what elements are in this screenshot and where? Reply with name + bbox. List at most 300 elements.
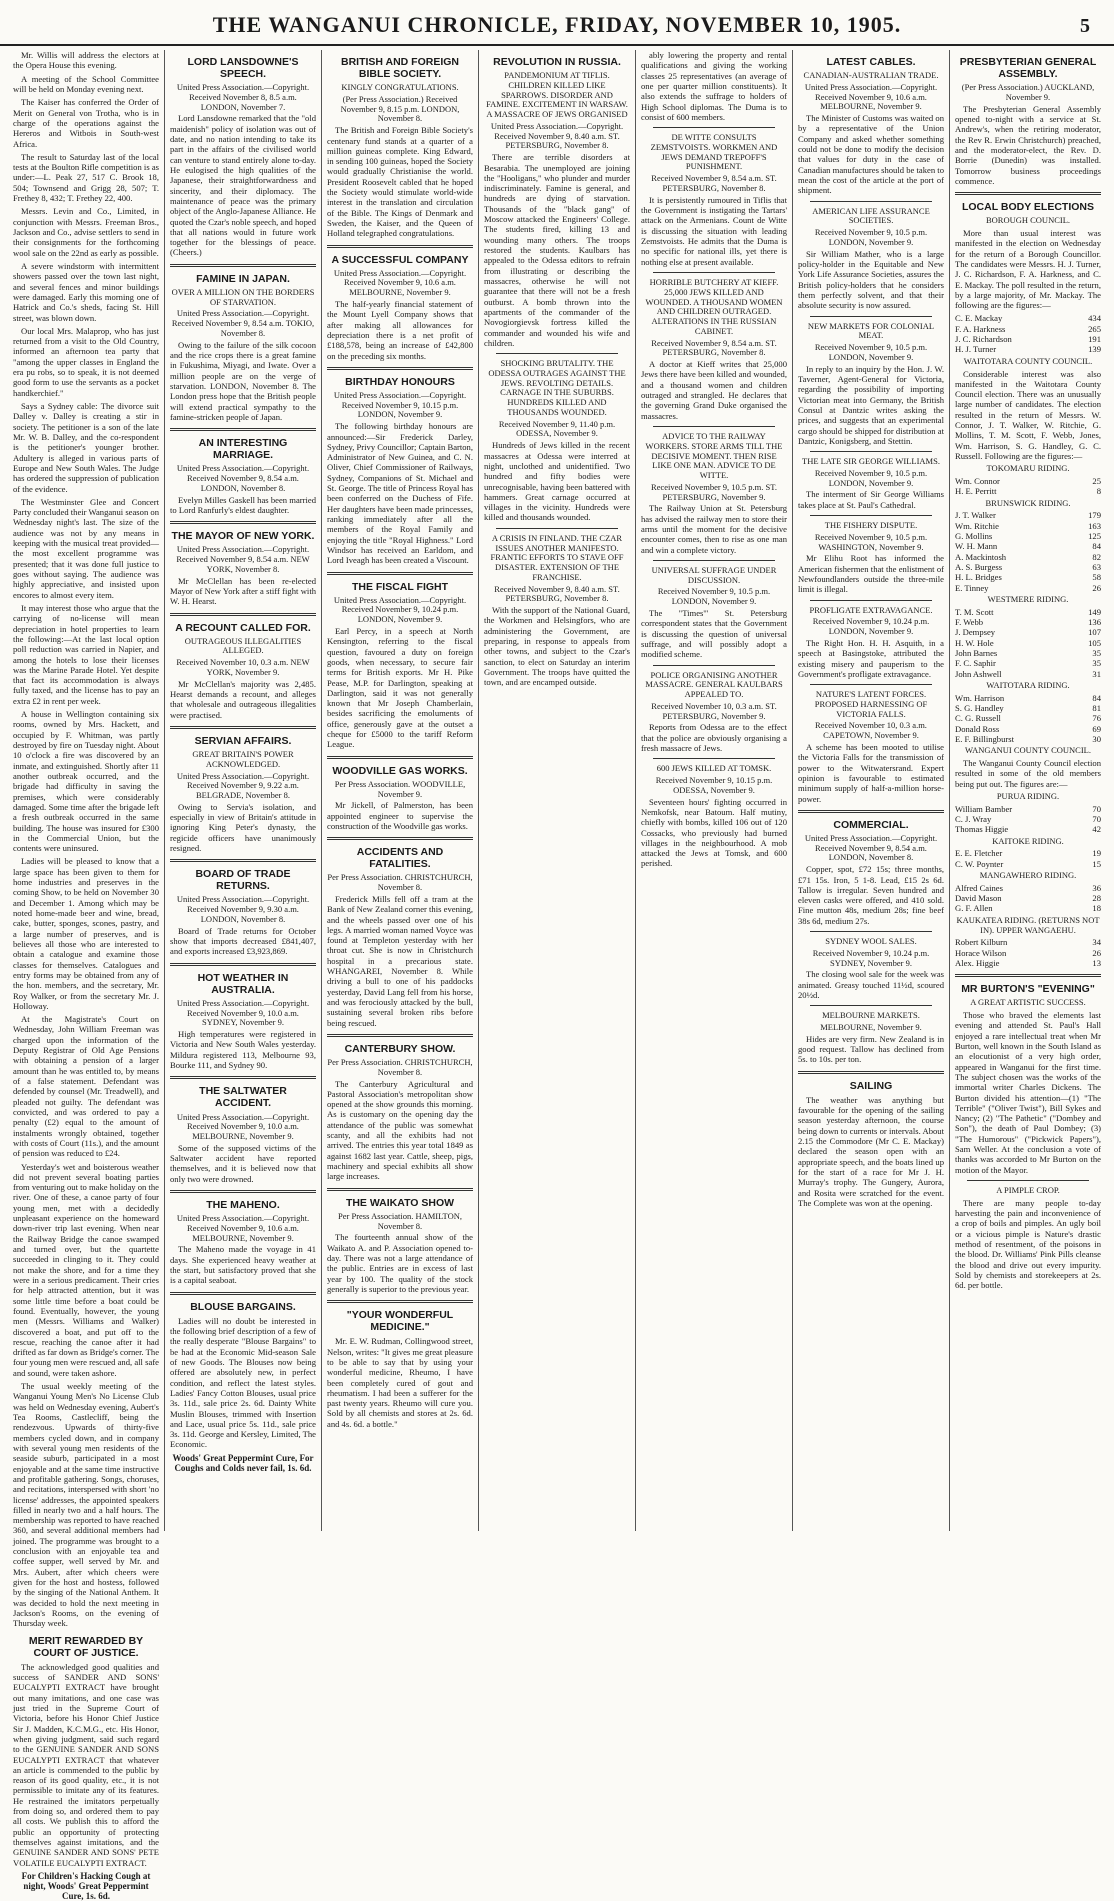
news-paragraph: It may interest those who argue that the carrying of no-license will mean depreciation in hotel properties to learn the following:—At the last local option poll reduction was carried in Napier, and among the hotels to lose their licenses was the Marine Parade Hotel. Yet despite that fact its accommodation is always fully taxed, and the license has to pay an extra £2 in rent per week.	[13, 602, 159, 706]
vote-count: 84	[1092, 541, 1101, 552]
poll-row	[955, 476, 1101, 486]
poll-row	[955, 344, 1101, 354]
candidate-name: F. A. Harkness	[955, 323, 1006, 334]
poll-row	[955, 648, 1101, 658]
section-subheading: WANGANUI COUNTY COUNCIL.	[965, 745, 1091, 756]
section-text: The half-yearly financial statement of the Mount Lyell Company shows that after making all allowances for depreciation there is a net profit of £188,578, being an increase of £42,800 on the preceding six months.	[327, 298, 473, 361]
section-divider	[798, 1071, 944, 1074]
section-subheading: ADVICE TO THE RAILWAY WORKERS. STORE ARMS TILL THE DECISIVE MOMENT. THEN RISE LIKE ONE MAN. ADVICE TO DE WITTE.	[645, 430, 783, 481]
section-rule	[496, 528, 618, 529]
candidate-name: J. T. Walker	[955, 510, 996, 521]
section-divider	[170, 1190, 316, 1193]
news-paragraph: Mr. Willis will address the electors at the Opera House this evening.	[13, 50, 159, 71]
vote-count: 31	[1092, 668, 1101, 679]
poll-row	[955, 669, 1101, 679]
section-subheading: MELBOURNE MARKETS.	[822, 1010, 920, 1021]
section-heading: BLOUSE BARGAINS.	[190, 1300, 296, 1313]
candidate-name: G. Mollins	[955, 531, 993, 542]
section-divider	[955, 192, 1101, 195]
section-subheading: OUTRAGEOUS ILLEGALITIES ALLEGED.	[184, 635, 302, 656]
section-text: Hundreds of Jews killed in the recent massacres at Odessa were interred at night, unclothed and unidentified. Two hundred and fifty bodies were unrecognisable, having been battered with hammers. Great carnage occurred at villages in the vicinity. Hundreds were killed and thousands wounded.	[484, 440, 630, 523]
section-rule	[810, 515, 932, 516]
section-subheading: CANADIAN-AUSTRALIAN TRADE.	[803, 70, 939, 81]
section-heading: BOARD OF TRADE RETURNS.	[195, 868, 291, 893]
poll-row	[955, 531, 1101, 541]
vote-count: 84	[1092, 692, 1101, 703]
candidate-name: S. G. Handley	[955, 703, 1004, 713]
candidate-name: F. Webb	[955, 617, 984, 628]
section-heading: LORD LANSDOWNE'S SPEECH.	[187, 56, 299, 81]
section-divider	[327, 572, 473, 575]
candidate-name: Alfred Caines	[955, 882, 1003, 893]
section-heading: A SUCCESSFUL COMPANY	[331, 253, 469, 266]
riding-heading: WAITOTARA RIDING.	[986, 679, 1070, 690]
section-text: There are terrible disorders at Besarabia. The unemployed are joining the "Hooligans," who plunder and murder indiscriminately. Famine is general, and hundreds are dying of starvation. Thousands of the "black gang" of Moscow attacked the Engineers' College. The students fired, killing 13 and wounding many others. The troops restored the students. Kaulbars has appealed to the Odessa editors to refrain from illustrating or describing the massacres, otherwise he will not guarantee that there will not be a fresh outburst. A bomb thrown into the apartments of the commander of the Novogiorgievsk fortress killed the commander and wounded his wife and children.	[484, 152, 630, 348]
section-dateline: Received November 9, 8.54 a.m. ST. PETERSBURG, November 8.	[651, 337, 777, 358]
vote-count: 107	[1088, 627, 1101, 638]
vote-count: 58	[1092, 572, 1101, 583]
section-subheading: SHOCKING BRUTALITY. THE ODESSA OUTRAGES AGAINST THE JEWS. REVOLTING DETAILS. CARNAGE IN THE SUBURBS. HUNDREDS KILLED AND THOUSANDS WOUNDED.	[488, 358, 626, 417]
section-text: Mr Jickell, of Palmerston, has been appointed engineer to supervise the construction of the Woodville gas works.	[327, 800, 473, 831]
section-dateline: United Press Association.—Copyright. Received November 9, 8.54 a.m. TOKIO, November 8.	[171, 308, 315, 338]
section-subheading: PANDEMONIUM AT TIFLIS. CHILDREN KILLED LIKE SPARROWS. DISORDER AND FAMINE. EXCITEMENT IN WARSAW. A MASSACRE OF JEWS ORGANISED	[486, 70, 628, 120]
section-text: The fourteenth annual show of the Waikato A. and P. Association opened to-day. There was not a large attendance of the public. Entries are in excess of last year by 100. The quality of the stock generally is superior to the previous year.	[327, 1232, 473, 1294]
poll-row	[955, 948, 1101, 958]
section-text: The Maheno made the voyage in 41 days. She experienced heavy weather at the start, but satisfactory proved that she is a capital seaboat.	[170, 1244, 316, 1286]
section-text: Copper, spot, £72 15s; three months, £71 15s. Iron, 5 1-8. Lead, £15 2s 6d. Tallow is irregular. Seven hundred and eleven casks were offered, and 410 sold. Fine mutton 48s, medium 28s; fine beef 38s 6d, medium 27s.	[798, 864, 944, 926]
section-rule	[496, 353, 618, 354]
vote-count: 149	[1088, 606, 1101, 617]
section-text: Some of the supposed victims of the Saltwater accident have reported themselves, and it is believed now that only two were drowned.	[170, 1142, 316, 1184]
section-divider	[170, 859, 316, 862]
poll-row	[955, 562, 1101, 572]
poll-row	[955, 541, 1101, 551]
candidate-name: H. E. Perritt	[955, 486, 997, 497]
poll-row	[955, 572, 1101, 582]
section-text: The British and Foreign Bible Society's centenary fund stands at a quarter of a million guineas complete. King Edward, in sending 100 guineas, hoped the Society would gradually Christianise the world. President Roosevelt cabled that he hoped the Society would stimulate world-wide interest in the translation and circulation of the Bible. The Kings of Denmark and Sweden, the Kaiser, and the Queen of Holland telegraphed congratulations.	[327, 125, 473, 239]
section-text: Evelyn Milles Gaskell has been married to Lord Ranfurly's eldest daughter.	[170, 494, 316, 515]
section-dateline: Received November 9, 10.15 p.m. ODESSA, November 9.	[655, 775, 773, 795]
candidate-name: H. L. Bridges	[955, 572, 1002, 583]
section-text: Owing to Servia's isolation, and especially in view of Britain's attitude in ignoring King Peter's dynasty, the regicide officers have unanimously resigned.	[170, 801, 316, 854]
section-subheading: WAITOTARA COUNTY COUNCIL.	[963, 355, 1093, 366]
poll-row	[955, 583, 1101, 593]
candidate-name: W. H. Mann	[955, 541, 998, 552]
section-heading: SAILING	[849, 1079, 893, 1092]
candidate-name: Wm. Harrison	[955, 692, 1005, 703]
section-rule	[810, 201, 932, 202]
section-divider	[170, 613, 316, 616]
section-heading: THE SALTWATER ACCIDENT.	[199, 1085, 287, 1110]
candidate-name: J. Dempsey	[955, 627, 996, 638]
section-text: The Right Hon. H. H. Asquith, in a speech at Basingstoke, attributed the existing misery and pauperism to the Government's profligate extravagance.	[798, 637, 944, 679]
section-dateline: Received November 9, 10.5 p.m. LONDON, November 9.	[657, 586, 771, 607]
section-divider	[170, 264, 316, 267]
section-text: The interment of Sir George Williams takes place at St. Paul's Cathedral.	[798, 489, 944, 510]
poll-row	[955, 638, 1101, 648]
section-text: The Wanganui County Council election resulted in some of the old members being put out. The figures are:—	[955, 758, 1101, 789]
section-divider	[327, 837, 473, 840]
candidate-name: Horace Wilson	[955, 947, 1007, 958]
poll-row	[955, 658, 1101, 668]
vote-count: 265	[1088, 323, 1101, 334]
news-paragraph: A house in Wellington containing six rooms, owned by Mrs. Hackett, and occupied by F. Whitman, was partly destroyed by fire on Tuesday night. About 10 o'clock a fire was discovered by an inmate, and extinguished. Shortly after 11 another outbreak occurred, and the brigade had difficulty in saving the premises, which were considerably damaged. Some time after the brigade left a fresh outbreak occurred in the same building. The house was insured for £300 in the Commercial Union, but the contents were uninsured.	[13, 709, 159, 854]
news-paragraph: The result to Saturday last of the local tests at the Boulton Rifle competition is as under:—L. Peak 27, 517 C. Brook 18, 504; Townsend and Grigg 28, 507; T. Frethey 8, 432; T. Frethey 22, 400.	[13, 151, 159, 204]
section-heading: AN INTERESTING MARRIAGE.	[198, 437, 288, 462]
candidate-name: C. J. Wray	[955, 814, 992, 825]
vote-count: 13	[1092, 957, 1101, 968]
section-text: Owing to the failure of the silk cocoon and the rice crops there is a great famine in Fukushima, Miyagi, and Iwate. Over a million people are on the verge of starvation. LONDON, November 8. The London press hope that the British people will extend practical sympathy to the famine-stricken people of Japan.	[170, 339, 316, 422]
section-heading: THE WAIKATO SHOW	[345, 1196, 455, 1209]
section-text: The closing wool sale for the week was animated. Greasy touched 11½d, scoured 20½d.	[798, 969, 944, 1000]
news-paragraph: At the Magistrate's Court on Wednesday, John William Freeman was charged upon the information of the Deputy Registrar of Old Age Pensions with obtaining a pension of a larger amount than he was entitled to, by means of a false statement. Defendant was defended by counsel (Mr. Treadwell), and pleaded not guilty. The defendant was convicted, and was ordered to pay a penalty (£2) equal to the amount of instalments wrongly obtained, together with costs of Court (11s.), and the amount of pension was reduced to £24.	[13, 1014, 159, 1159]
poll-row	[955, 814, 1101, 824]
section-dateline: United Press Association.—Copyright. Received November 9, 10.0 a.m. MELBOURNE, November 9.	[176, 1111, 310, 1142]
section-text: Lord Lansdowne remarked that the "old maidenish" policy of isolation was out of date, and no nation intending to take its part in the affairs of the civilised world can venture to stand entirely alone to-day. He eulogised the high qualities of the Japanese, their straightforwardness and sincerity, and their diplomacy. The maintenance of peace was the primary object of the Anglo-Japanese Alliance. He quoted the Czar's noble speech, and hoped that all nations would in future work together for the blessings of peace. (Cheers.)	[170, 113, 316, 258]
section-divider	[327, 756, 473, 759]
vote-count: 19	[1092, 848, 1101, 859]
section-dateline: Received November 9, 8.54 a.m. ST. PETERSBURG, November 8.	[651, 173, 777, 194]
news-paragraph: Says a Sydney cable: The divorce suit Dalley v. Dalley is creating a stir in society. The petitioner is a son of the late Mr. W. B. Dalley, and the co-respondent is the petitioner's younger brother. Adultery is alleged in various parts of Europe and New South Wales. The Judge has ordered the suppression of publication of the evidence.	[13, 401, 159, 494]
section-dateline: Per Press Association. CHRISTCHURCH, November 8.	[327, 872, 473, 893]
candidate-name: G. F. Allen	[955, 903, 993, 914]
poll-row	[955, 713, 1101, 723]
column-5	[636, 50, 793, 1531]
candidate-name: William Bamber	[955, 803, 1013, 814]
section-dateline: (Per Press Association.) AUCKLAND, November 9.	[961, 82, 1095, 102]
poll-row	[955, 607, 1101, 617]
poll-row	[955, 958, 1101, 968]
section-rule	[810, 600, 932, 601]
section-heading: SERVIAN AFFAIRS.	[194, 734, 292, 747]
candidate-name: E. F. Billingburst	[955, 733, 1014, 744]
section-dateline: United Press Association.—Copyright. Received November 8, 8.5 a.m. LONDON, November 7.	[176, 82, 310, 112]
advertisement: For Children's Hacking Cough at night, Woods' Great Peppermint Cure, 1s. 6d.	[21, 1870, 151, 1901]
section-heading: LOCAL BODY ELECTIONS	[961, 201, 1095, 214]
section-heading: THE MAYOR OF NEW YORK.	[171, 530, 315, 543]
section-dateline: Received November 9, 10.5 p.m. ST. PETERSBURG, November 9.	[651, 481, 777, 502]
section-rule	[967, 1180, 1089, 1181]
section-heading: CANTERBURY SHOW.	[344, 1042, 456, 1055]
section-text: Considerable interest was also manifested in the Waitotara County Council election. There was an unusually large number of candidates. The election resulted in the return of Messrs. W. Connor, J. T. Walker, W. Ritchie, G. Mollins, T. M. Scott, F. Webb, Jones, Wm. Harrison, S. G. Handley, G. C. Russell. Following are the figures:—	[955, 368, 1101, 461]
section-dateline: United Press Association.—Copyright. Received November 9, 10.6 a.m. MELBOURNE, November 9.	[333, 267, 467, 298]
section-text: Sir William Mather, who is a large policy-holder in the Equitable and New York Life Assurance Societies, assures the British policy-holders that he considers them perfectly solvent, and that their absolute security is now assured.	[798, 248, 944, 311]
section-text: With the support of the National Guard, the Workmen and Helsingfors, who are administering the Government, are preparing, in response to appeals from other towns, and subject to the Czar's sanction, to elect on Saturday an interim Government. The troops have quitted the town, and are encamped outside.	[484, 605, 630, 688]
column-1	[8, 50, 165, 1901]
section-divider	[955, 974, 1101, 977]
poll-row	[955, 693, 1101, 703]
riding-heading: MANGAWHERO RIDING.	[979, 870, 1077, 881]
candidate-name: E. E. Fletcher	[955, 848, 1003, 859]
advertisement: Woods' Great Peppermint Cure, For Coughs and Colds never fail, 1s. 6d.	[172, 1452, 314, 1473]
section-subheading: NEW MARKETS FOR COLONIAL MEAT.	[807, 320, 935, 341]
section-text: Reports from Odessa are to the effect that the police are obviously organising a fresh massacre of Jews.	[641, 722, 787, 753]
columns	[8, 50, 1106, 1901]
candidate-name: Robert Kilburn	[955, 937, 1008, 948]
section-rule	[810, 316, 932, 317]
poll-row	[955, 734, 1101, 744]
section-heading: MERIT REWARDED BY COURT OF JUSTICE.	[28, 1634, 144, 1659]
vote-count: 35	[1092, 647, 1101, 658]
section-text: ably lowering the property and rental qualifications and giving the working classes 25 representatives (an average of one per quarter million constituents). It also extends the suffrage to holders of High School diplomas. The Duma is to consist of 600 members.	[641, 50, 787, 122]
candidate-name: John Barnes	[955, 647, 998, 658]
vote-count: 28	[1092, 893, 1101, 904]
section-dateline: Received November 9, 10.5 p.m. WASHINGTON, November 9.	[814, 531, 928, 552]
vote-count: 76	[1092, 713, 1101, 724]
poll-row	[955, 703, 1101, 713]
section-dateline: Received November 9, 11.40 p.m. ODESSA, November 9.	[498, 418, 616, 439]
section-text: It is persistently rumoured in Tiflis that the Government is instigating the Tartars' attack on the Armenians. Count de Witte is discussing the situation with leading Zemstvoists. He admits that the Duma is no specific for national ills, yet there is nothing else at present available.	[641, 194, 787, 267]
poll-row	[955, 903, 1101, 913]
riding-heading: TOKOMARU RIDING.	[986, 463, 1070, 474]
section-dateline: Received November 9, 10.24 p.m. LONDON, November 9.	[812, 616, 930, 637]
section-text: The Presbyterian General Assembly opened to-night with a service at St. Andrew's, when the retiring moderator, the Rev R. Erwin Christchurch) preached, and the moderator-elect, the Rev. D. Borrie (Dunedin) was installed. Tomorrow business proceedings commence.	[955, 103, 1101, 186]
section-dateline: Received November 9, 10.5 p.m. LONDON, November 9.	[814, 342, 928, 362]
section-subheading: POLICE ORGANISING ANOTHER MASSACRE. GENERAL KAULBARS APPEALED TO.	[645, 669, 783, 700]
section-rule	[810, 931, 932, 932]
candidate-name: F. C. Saphir	[955, 658, 996, 669]
vote-count: 15	[1092, 858, 1101, 869]
section-text: Those who braved the elements last evening and attended St. Paul's Hall enjoyed a rare intellectual treat when Mr Burton, well known in the South Island as an elocutionist of a very high order, appeared in Wanganui for the first time. The subject chosen was the works of the immortal writer Charles Dickens. The Burton divided his attention—(1) "The Terrible" ("Oliver Twist"), Bill Sykes and Nancy; (2) "The Pathetic" ("Dombey and Son"), the death of Paul Dombey; (3) "The Humorous" ("Pickwick Papers"), Sam Weller. At the conclusion a vote of thanks was accorded to Mr Burton on the motion of the Mayor.	[955, 1010, 1101, 1175]
section-divider	[327, 1300, 473, 1303]
column-7	[950, 50, 1106, 1531]
section-rule	[653, 560, 775, 561]
section-dateline: Received November 9, 8.40 a.m. ST. PETERSBURG, November 8.	[494, 583, 620, 604]
section-divider	[170, 726, 316, 729]
section-rule	[810, 1005, 932, 1006]
section-subheading: SYDNEY WOOL SALES.	[825, 936, 917, 947]
section-rule	[810, 684, 932, 685]
section-rule	[653, 127, 775, 128]
section-heading: A RECOUNT CALLED FOR.	[175, 621, 311, 634]
section-subheading: OVER A MILLION ON THE BORDERS OF STARVATION.	[171, 286, 315, 307]
poll-row	[955, 824, 1101, 834]
candidate-name: Thomas Higgie	[955, 824, 1009, 835]
vote-count: 36	[1092, 882, 1101, 893]
poll-row	[955, 883, 1101, 893]
section-dateline: United Press Association.—Copyright. Received November 9, 8.54 a.m. LONDON, November 8.	[804, 832, 938, 863]
section-text: High temperatures were registered in Victoria and New South Wales yesterday. Mildura registered 113, Melbourne 93, Bourke 111, and Sydney 90.	[170, 1029, 316, 1071]
news-paragraph: The usual weekly meeting of the Wanganui Young Men's No License Club was held on Wednesday evening, Aubert's Tea Rooms, Castlecliff, being the rendezvous. Upwards of thirty-five members cycled down, and in company with several young men residents of the seaside suburb, participated in a most enjoyable and at the same time instructive and profitable gathering. Songs, choruses, and recitations, interspersed with short 'no license' addresses, the appointed speakers filled in nearly two and a half hours. The membership was reported to have reached 360, and several additional members had joined. The programme was brought to a conclusion with an enjoyable tea and coffee supper, well served by Mr. and Mrs. Aubert, after which cheers were given for the host and hostess, followed by the singing of the National Anthem. It was decided to hold the next meeting in Jackson's Rooms, on the evening of Thursday week.	[13, 1381, 159, 1629]
section-rule	[653, 272, 775, 273]
section-subheading: DE WITTE CONSULTS ZEMSTVOISTS. WORKMEN AND JEWS DEMAND TREPOFF'S PUNISHMENT.	[650, 132, 778, 172]
section-heading: BIRTHDAY HONOURS	[345, 375, 455, 388]
section-dateline: United Press Association.—Copyright. Received November 9, 8.40 a.m. ST. PETERSBURG, November 8.	[490, 120, 624, 151]
section-text: Hides are very firm. New Zealand is in good request. Tallow has declined from 5s. to 10s. per ton.	[798, 1033, 944, 1065]
vote-count: 18	[1092, 903, 1101, 914]
riding-heading: KAITOKE RIDING.	[992, 835, 1064, 846]
poll-row	[955, 313, 1101, 323]
section-heading: "YOUR WONDERFUL MEDICINE."	[346, 1309, 454, 1334]
section-text: More than usual interest was manifested in the election on Wednesday for the return of a Borough Councillor. The candidates were Messrs. H. J. Turner, J. C. Richardson, F. A. Harkness, and C. E. Mackay. The poll resulted in the return, by a large majority, of Mr. Mackay. The following are the figures:—	[955, 227, 1101, 311]
poll-row	[955, 724, 1101, 734]
section-dateline: United Press Association.—Copyright. Received November 9, 10.24 p.m. LONDON, November 9.	[333, 594, 467, 625]
section-text: The Canterbury Agricultural and Pastoral Association's metropolitan show opened at the show grounds this morning. As is customary on the opening day the attendance of the public was somewhat scanty, and all the exhibits had not arrived. The entries this year total 1849 as against 1682 last year. Cattle, sheep, pigs, machinery and special exhibits all show large increases.	[327, 1078, 473, 1182]
news-paragraph: Messrs. Levin and Co., Limited, in conjunction with Messrs. Freeman Bros., Jackson and Co., advise settlers to send in their consignments for the forthcoming wool sale on the 22nd as early as possible.	[13, 206, 159, 258]
news-paragraph: Ladies will be pleased to know that a large space has been given to them for home industries and preserves in the coming Show, to be held on November 30 and December 1. Among which may be noted home-made beer and wine, bread, cake, butter, sponges, scones, pastry, and a large number of preserves, and is believes all those who are interested to obtain a catalogue and examine those classes for themselves. Catalogues and entry forms may be obtained from any of the hon. members, and the secretary, Mr. Roy Walker, or from the secretary Mr. J. Holloway.	[13, 856, 159, 1011]
section-dateline: Received November 10, 0.3 a.m. CAPETOWN, November 9.	[815, 720, 927, 741]
section-heading: FAMINE IN JAPAN.	[196, 272, 290, 285]
poll-row	[955, 617, 1101, 627]
news-paragraph: Our local Mrs. Malaprop, who has just returned from a visit to the Old Country, informed an afternoon tea party that "among the upper classes in England the era pu robs, so to speak, it is not deemed good form to use the servants as a pocket handkerchief."	[13, 325, 159, 398]
section-divider	[327, 367, 473, 370]
section-rule	[653, 426, 775, 427]
section-subheading: AMERICAN LIFE ASSURANCE SOCIETIES.	[812, 205, 930, 226]
candidate-name: C. W. Poynter	[955, 858, 1004, 869]
section-subheading: 600 JEWS KILLED AT TOMSK.	[656, 763, 772, 774]
riding-heading: BRUNSWICK RIDING.	[985, 497, 1071, 508]
section-divider	[170, 521, 316, 524]
poll-row	[955, 324, 1101, 334]
section-subheading: A PIMPLE CROP.	[996, 1185, 1060, 1196]
section-heading: BRITISH AND FOREIGN BIBLE SOCIETY.	[340, 56, 460, 81]
section-dateline: Per Press Association. CHRISTCHURCH, November 8.	[327, 1057, 473, 1077]
vote-count: 26	[1092, 947, 1101, 958]
section-text: Frederick Mills fell off a tram at the Bank of New Zealand corner this evening, and the wheels passed over one of his legs. A married woman named Voyce was found at Templeton yesterday with her throat cut. She is now in Christchurch hospital in a precarious state. WHANGAREI, November 8. While driving a bull to one of his paddocks yesterday, David Lang fell from his horse, and was ferociously attacked by the bull, sustaining several broken ribs before being rescued.	[327, 893, 473, 1028]
section-divider	[170, 963, 316, 966]
section-text: Mr. E. W. Rudman, Collingwood street, Nelson, writes: "It gives me great pleasure to be able to say that by using your wonderful medicine, Rheumo, I have been completely cured of gout and rheumatism. I had been a sufferer for the past twenty years. Rheumo will cure you. Sold by all chemists and stores at 2s. 6d. and 4s. 6d. a bottle."	[327, 1336, 473, 1429]
candidate-name: C. G. Russell	[955, 713, 1001, 724]
candidate-name: H. J. Turner	[955, 344, 997, 355]
section-rule	[810, 451, 932, 452]
section-dateline: Received November 9, 10.5 p.m. LONDON, November 9.	[814, 227, 928, 247]
section-subheading: UNIVERSAL SUFFRAGE UNDER DISCUSSION.	[651, 564, 777, 585]
vote-count: 35	[1092, 658, 1101, 669]
section-text: The Minister of Customs was waited on by a representative of the Union Company and asked whether something could not be done to modify the decision that values for duty in the case of Canadian manufactures should be taken to mean the cost of the article at the port of shipment.	[798, 113, 944, 196]
section-subheading: BOROUGH COUNCIL.	[985, 215, 1071, 226]
section-heading: LATEST CABLES.	[826, 56, 916, 68]
poll-row	[955, 510, 1101, 520]
section-text: A doctor at Kieff writes that 25,000 Jews there have been killed and wounded, and a thousand women and children outraged and strangled. He declares that the governing Grand Duke organised the massacres.	[641, 359, 787, 421]
poll-row	[955, 552, 1101, 562]
vote-count: 42	[1092, 824, 1101, 835]
section-dateline: Received November 9, 10.24 p.m. SYDNEY, November 9.	[812, 947, 930, 968]
vote-count: 63	[1092, 562, 1101, 573]
page-number: 5	[1080, 15, 1090, 37]
section-subheading: HORRIBLE BUTCHERY AT KIEFF. 25,000 JEWS KILLED AND WOUNDED. A THOUSAND WOMEN AND CHILDREN OUTRAGED. ALTERATIONS IN THE RUSSIAN CABINET.	[645, 276, 783, 336]
candidate-name: A. S. Burgess	[955, 562, 1003, 573]
section-text: Mr Elihu Root has informed the American fishermen that the enlistment of Newfoundlanders outside the three-mile limit is illegal.	[798, 553, 944, 595]
column-4	[479, 50, 636, 1531]
section-dateline: Received November 9, 10.5 p.m. LONDON, November 9.	[814, 467, 928, 488]
riding-heading: KAUKATEA RIDING. (RETURNS NOT IN). UPPER WANGAEHU.	[956, 914, 1100, 935]
news-paragraph: The Kaiser has conferred the Order of Merit on General von Trotha, who is in charge of the operations against the Hereros and Witbois in South-west Africa.	[13, 97, 159, 149]
section-dateline: United Press Association.—Copyright. Received November 9, 10.6 a.m. MELBOURNE, November 9.	[176, 1213, 310, 1243]
section-divider	[170, 1076, 316, 1079]
section-heading: PRESBYTERIAN GENERAL ASSEMBLY.	[959, 56, 1097, 81]
vote-count: 191	[1088, 334, 1101, 345]
vote-count: 25	[1092, 476, 1101, 487]
section-divider	[170, 428, 316, 431]
section-subheading: GREAT BRITAIN'S POWER ACKNOWLEDGED.	[192, 748, 294, 769]
section-subheading: NATURE'S LATENT FORCES. PROPOSED HARNESSING OF VICTORIA FALLS.	[814, 689, 928, 719]
riding-heading: WESTMERE RIDING.	[987, 593, 1069, 604]
candidate-name: H. W. Hole	[955, 637, 994, 648]
vote-count: 30	[1092, 733, 1101, 744]
vote-count: 26	[1092, 582, 1101, 593]
section-divider	[327, 245, 473, 248]
vote-count: 82	[1092, 551, 1101, 562]
section-text: In reply to an inquiry by the Hon. J. W. Taverner, Agent-General for Victoria, regarding the possibility of importing Victorian meat into Germany, the British Consul at Dantzic writes asking the prices, and suggests that an experimental cargo should be shipped for distribution at Dantzic, Konigsberg, and Stettin.	[798, 363, 944, 446]
vote-count: 125	[1088, 531, 1101, 542]
news-paragraph: Yesterday's wet and boisterous weather did not prevent several boating parties from venturing out to make holiday on the river. One of these, a canoe party of four young men, met with a decidedly unpleasant experience on the homeward down-river trip last evening. When near the Railway Bridge the canoe swamped and turned over, but the quartette succeeded in clinging to it. They could not make the shore, and for a time they were in a serious predicament. Their cries for help attracted attention, but it was some little time before a boat could be found. Eventually, however, the young men (Messrs. Williams and Walker) discovered a boat, and put off to the rescue, reaching the canoe after it had drifted as far down as Bridge's corner. The four young men were rescued and, all safe and sound, were taken ashore.	[13, 1161, 160, 1378]
vote-count: 179	[1088, 510, 1101, 521]
poll-row	[955, 521, 1101, 531]
section-dateline: United Press Association.—Copyright. Received November 9, 10.15 p.m. LONDON, November 9.	[333, 389, 467, 420]
candidate-name: Wm. Ritchie	[955, 520, 999, 531]
poll-row	[955, 627, 1101, 637]
vote-count: 163	[1088, 520, 1101, 531]
section-dateline: (Per Press Association.) Received November 9, 8.15 p.m. LONDON, November 8.	[340, 93, 460, 124]
column-3	[322, 50, 479, 1531]
section-dateline: United Press Association.—Copyright. Received November 9, 9.22 a.m. BELGRADE, November 8.	[176, 770, 310, 801]
section-subheading: THE FISHERY DISPUTE.	[824, 520, 918, 531]
poll-row	[955, 859, 1101, 869]
column-6	[793, 50, 950, 1531]
section-dateline: MELBOURNE, November 9.	[820, 1022, 922, 1033]
section-dateline: United Press Association.—Copyright. Received November 9, 10.0 a.m. SYDNEY, November 9.	[176, 997, 310, 1028]
section-text: The acknowledged good qualities and success of SANDER AND SONS' EUCALYPTI EXTRACT have brought out many imitations, and one case was just tried in the Supreme Court of Victoria, before his Honor Chief Justice Sir J. Madden, K.C.M.G., etc. His Honor, when giving judgment, said such regard to the GENUINE SANDER AND SONS EUCALYPTI EXTRACT that whatever an article is commended to the public by reason of its good quality, etc., it is not permissible to imitate any of its features. He restrained the imitators perpetually from doing so, and ordered them to pay all costs. We publish this to afford the public an opportunity of protecting themselves against imitations, and the GENUINE SANDER AND SONS' PETE VOLATILE EUCALYPTI EXTRACT.	[13, 1661, 159, 1868]
section-text: Earl Percy, in a speech at North Kensington, referring to the fiscal question, favoured a duty on foreign goods, when necessary, to secure fair terms for British exports. Mr H. Pike Pease, M.P. for Darlington, speaking at Darlington, said it was not generally known that Mr Joseph Chamberlain, besides sacrificing the emoluments of office, generously gave at the outset a cheque for £5000 to the tariff Reform League.	[327, 625, 473, 750]
masthead-title: THE WANGANUI CHRONICLE, FRIDAY, NOVEMBER 10, 1905.	[212, 12, 902, 37]
section-divider	[327, 1034, 473, 1037]
vote-count: 8	[1096, 486, 1101, 497]
vote-count: 70	[1092, 803, 1101, 814]
section-subheading: THE LATE SIR GEORGE WILLIAMS.	[802, 456, 940, 467]
vote-count: 34	[1092, 937, 1101, 948]
section-dateline: United Press Association.—Copyright. Received November 9, 8.54 a.m. NEW YORK, November 8.	[176, 544, 310, 574]
candidate-name: T. M. Scott	[955, 606, 994, 617]
vote-count: 69	[1092, 723, 1101, 734]
vote-count: 70	[1092, 814, 1101, 825]
poll-row	[955, 334, 1101, 344]
vote-count: 81	[1092, 703, 1101, 713]
candidate-name: David Mason	[955, 893, 1002, 904]
poll-row	[955, 937, 1101, 947]
section-heading: REVOLUTION IN RUSSIA.	[493, 56, 621, 68]
candidate-name: C. E. Mackay	[955, 313, 1003, 324]
section-text: Ladies will no doubt be interested in the following brief description of a few of the really desperate "Blouse Bargains" to be had at the Economic Mid-season Sale of new Goods. The Blouses now being offered are absolutely new, in perfect condition, and reflect the latest styles. Ladies' Fancy Cotton Blouses, usual price 3s. 11d., sale price 2s. 6d. Dainty White Muslin Blouses, trimmed with Insertion and Lace, usual price 5s. 11d., sale price 3s. 11d. George and Kersley, Limited, The Economic.	[170, 1315, 316, 1450]
vote-count: 434	[1088, 313, 1101, 324]
candidate-name: Donald Ross	[955, 723, 1000, 734]
section-text: Board of Trade returns for October show that imports decreased £841,407, and exports increased £3,923,869.	[170, 925, 316, 957]
section-divider	[798, 810, 944, 813]
section-dateline: Received November 10, 0.3 a.m. NEW YORK, November 9.	[176, 657, 310, 677]
section-text: Mr McClellan has been re-elected Mayor of New York after a stiff fight with W. H. Hearst.	[170, 575, 316, 607]
candidate-name: A. Mackintosh	[955, 551, 1007, 562]
news-paragraph: A meeting of the School Committee will be held on Monday evening next.	[13, 73, 159, 94]
section-dateline: Per Press Association. WOODVILLE, November 9.	[334, 778, 466, 799]
section-text: The "Times'" St. Petersburg correspondent states that the Government is discussing the question of universal suffrage, and will possibly adopt a modified scheme.	[641, 607, 787, 660]
poll-row	[955, 893, 1101, 903]
section-dateline: Per Press Association. HAMILTON, November 8.	[338, 1210, 462, 1231]
section-rule	[653, 665, 775, 666]
candidate-name: Alex. Higgie	[955, 957, 1000, 968]
section-text: The weather was anything but favourable for the opening of the sailing season yesterday afternoon, the course being down to currents or intervals. About 2.15 the Commodore (Mr C. E. Mackay) declared the season open with an appropriate speech, and the boats lined up for the start of a race for Mr J. H. Murray's trophy. The Gungery, Aurora, and Rosita were scratched for the event. The Complete was won at the opening.	[798, 1094, 944, 1208]
section-heading: THE FISCAL FIGHT	[351, 580, 449, 593]
section-dateline: United Press Association.—Copyright. Received November 9, 10.6 a.m. MELBOURNE, November 9.	[804, 81, 938, 112]
candidate-name: Wm. Connor	[955, 476, 1000, 487]
section-dateline: Received November 10, 0.3 a.m. ST. PETERSBURG, November 9.	[651, 700, 777, 721]
section-text: There are many people to-day harvesting the pain and inconvenience of a crop of boils and pimples. An ugly boil or a vicious pimple is Nature's drastic method of resentment, of the poisons in the blood. Dr. Williams' Pink Pills cleanse the blood and drive out every impurity. Sold by chemists and storekeepers at 2s. 6d. per bottle.	[955, 1197, 1101, 1291]
section-divider	[327, 1188, 473, 1191]
poll-row	[955, 804, 1101, 814]
candidate-name: E. Tinney	[955, 582, 989, 593]
section-heading: WOODVILLE GAS WORKS.	[332, 764, 468, 777]
section-subheading: A CRISIS IN FINLAND. THE CZAR ISSUES ANOTHER MANIFESTO. FRANTIC EFFORTS TO STAVE OFF DISASTER. EXTENSION OF THE FRANCHISE.	[490, 532, 624, 582]
section-heading: THE MAHENO.	[206, 1199, 280, 1212]
news-paragraph: The Westminster Glee and Concert Party concluded their Wanganui season on Wednesday night's last. The size of the audience was not by any means in keeping with the musical treat provided—the most excellent programme was presented; that it was done full justice to goes without saying. The audience was highly appreciative, and insisted upon encores to almost every item.	[13, 496, 159, 600]
